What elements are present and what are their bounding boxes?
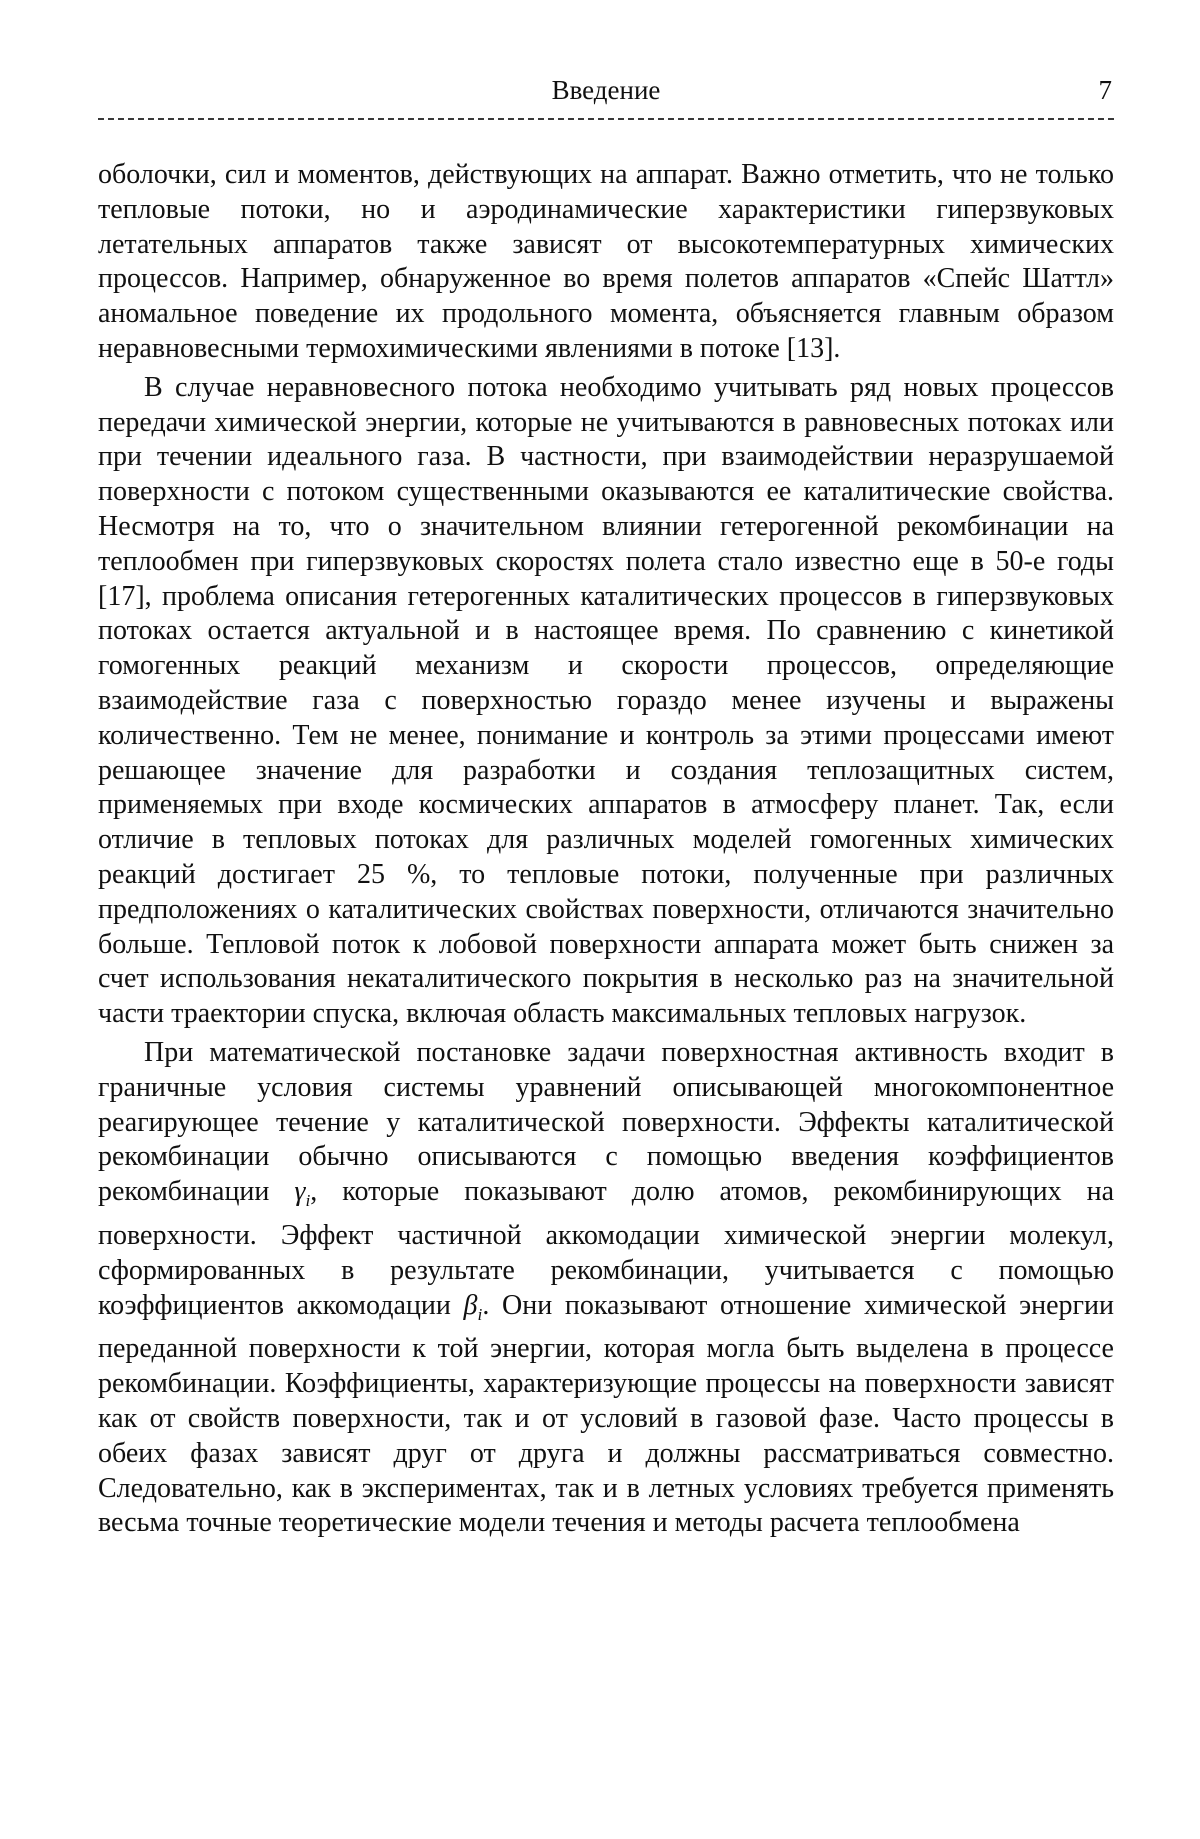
running-header <box>98 70 1114 120</box>
chapter-title: Введение <box>551 75 661 105</box>
page-number: 7 <box>1098 75 1112 105</box>
beta-subscript: i <box>477 1304 483 1324</box>
beta-symbol <box>463 1289 483 1324</box>
gamma-subscript: i <box>305 1191 311 1211</box>
paragraph-3-part-1: При математической постановке задачи поверхностная активность входит в граничные условия системы уравнений описывающей многокомпонентное реагирующее течение у каталитической поверхности. Эффекты каталитической рекомбинации обычно описываются с помощью введения коэффициентов рекомбинации <box>98 1036 1114 1208</box>
book-page <box>98 70 1114 1541</box>
body-text <box>98 158 1114 1541</box>
paragraph-3-part-3: . Они показывают отношение химической энергии переданной поверхности к той энергии, которая могла быть выделена в процессе рекомбинации. Коэффициенты, характеризующие процессы на поверхности зависят как от свойств поверхности, так и от условий в газовой фазе. Часто процессы в обеих фазах зависят друг от друга и должны рассматриваться совместно. Следовательно, как в экспериментах, так и в летных условиях требуется применять весьма точные теоретические модели течения и методы расчета теплообмена <box>98 1289 1115 1539</box>
paragraph-3-part-2: , которые показывают долю атомов, рекомбинирующих на поверхности. Эффект частичной аккомодации химической энергии молекул, сформированных в результате рекомбинации, учитывается с помощью коэффициентов аккомодации <box>98 1176 1115 1321</box>
paragraph-1: оболочки, сил и моментов, действующих на аппарат. Важно отметить, что не только тепловые потоки, но и аэродинамические характеристики гиперзвуковых летательных аппаратов также зависят от высокотемпературных химических процессов. Например, обнаруженное во время полетов аппаратов «Спейс Шаттл» аномальное поведение их продольного момента, объясняется главным образом неравновесными термохимическими явлениями в потоке [13]. <box>98 159 1114 364</box>
paragraph-3 <box>98 1036 1114 1541</box>
beta-letter: β <box>463 1289 478 1321</box>
gamma-letter: γ <box>294 1176 306 1208</box>
gamma-symbol <box>294 1176 311 1211</box>
paragraph-2: В случае неравновесного потока необходимо учитывать ряд новых процессов передачи химической энергии, которые не учитываются в равновесных потоках или при течении идеального газа. В частности, при взаимодействии неразрушаемой поверхности с потоком существенными оказываются ее каталитические свойства. Несмотря на то, что о значительном влиянии гетерогенной рекомбинации на теплообмен при гиперзвуковых скоростях полета стало известно еще в 50-е годы [17], проблема описания гетерогенных каталитических процессов в гиперзвуковых потоках остается актуальной и в настоящее время. По сравнению с кинетикой гомогенных реакций механизм и скорости процессов, определяющие взаимодействие газа с поверхностью гораздо менее изучены и выражены количественно. Тем не менее, понимание и контроль за этими процессами имеют решающее значение для разработки и создания теплозащитных систем, применяемых при входе космических аппаратов в атмосферу планет. Так, если отличие в тепловых потоках для различных моделей гомогенных химических реакций достигает 25 %, то тепловые потоки, полученные при различных предположениях о каталитических свойствах поверхности, отличаются значительно больше. Тепловой поток к лобовой поверхности аппарата может быть снижен за счет использования некаталитического покрытия в несколько раз на значительной части траектории спуска, включая область максимальных тепловых нагрузок. <box>98 371 1114 1030</box>
